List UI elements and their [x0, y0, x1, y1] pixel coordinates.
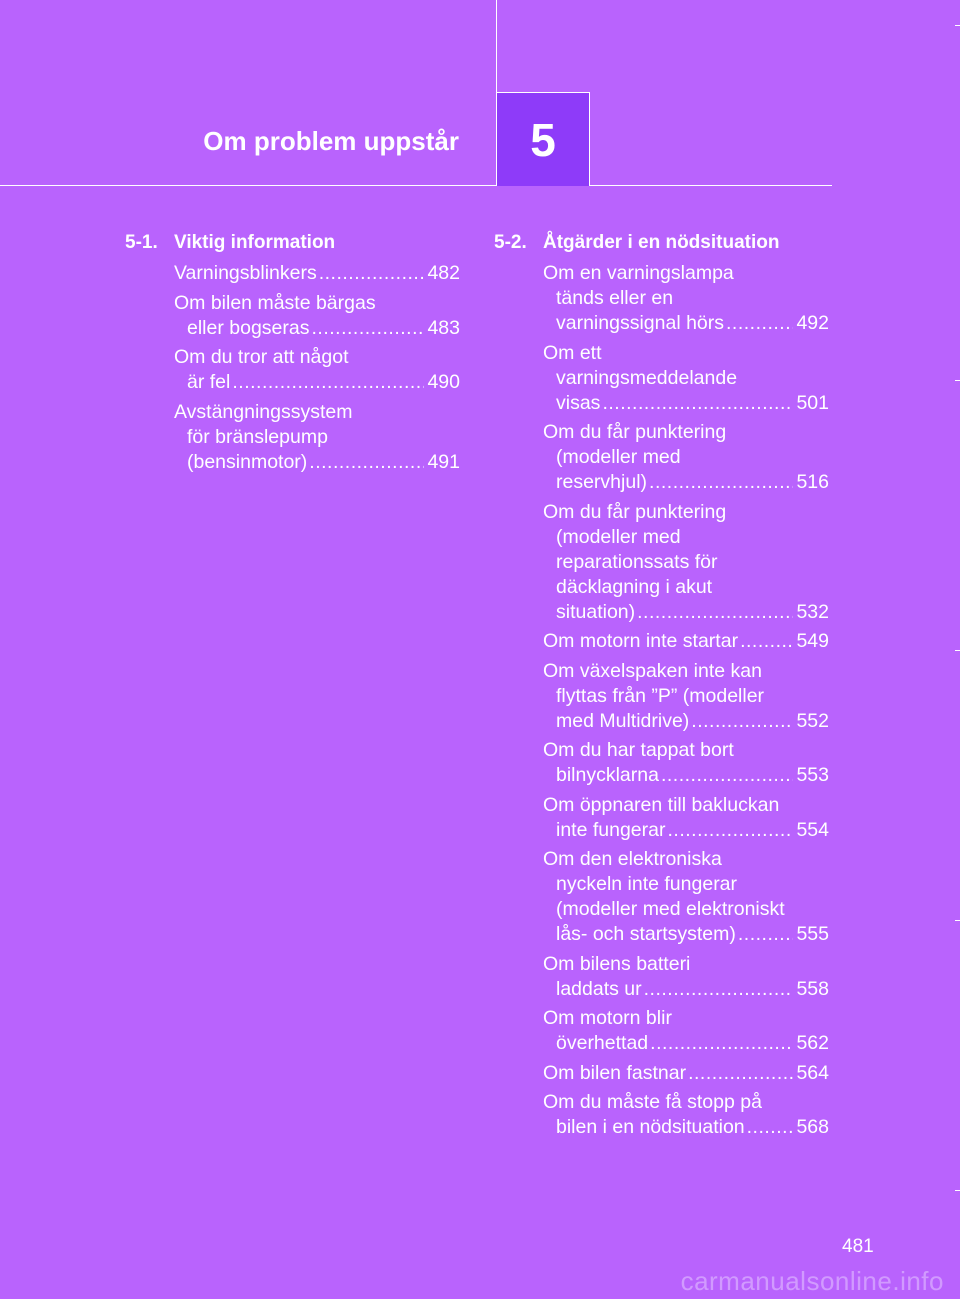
section-title: Åtgärder i en nödsituation [543, 232, 780, 253]
toc-page-number: 482 [427, 262, 460, 284]
dot-leader [319, 261, 425, 286]
crop-mark [955, 25, 960, 26]
toc-entry-text: Om du tror att något [174, 346, 349, 368]
toc-entry-text: eller bogseras [187, 316, 310, 339]
toc-entry-text: med Multidrive) [556, 709, 690, 732]
toc-page-number: 501 [796, 391, 829, 414]
section-number: 5-1. [125, 232, 158, 253]
dot-leader [311, 316, 424, 341]
toc-entry[interactable] [543, 261, 829, 336]
toc-entry-text: Om du får punktering [543, 500, 727, 523]
chapter-title: Om problem uppstår [203, 126, 459, 156]
section-heading [125, 230, 460, 255]
toc-entry[interactable] [543, 629, 829, 654]
toc-page-number: 554 [796, 818, 829, 841]
toc-entry-text: Om den elektroniska [543, 848, 722, 870]
dot-leader [747, 1115, 794, 1140]
toc-entry-text: reservhjul) [556, 471, 648, 493]
toc-entry[interactable] [543, 341, 829, 416]
toc-page-number: 490 [427, 371, 460, 393]
toc-entry-text: Om ett [543, 341, 602, 364]
toc-page-number: 568 [796, 1116, 829, 1138]
dot-leader [650, 1031, 793, 1056]
toc-page-number: 492 [796, 312, 829, 334]
toc-page-number: 552 [796, 709, 829, 732]
toc-entry-text: (modeller med [556, 446, 681, 468]
toc-entry[interactable] [174, 400, 460, 475]
toc-entry-text: Om du får punktering [543, 421, 727, 443]
toc-entry-text: däcklagning i akut [556, 575, 713, 598]
dot-leader [644, 977, 794, 1002]
dot-leader [649, 470, 793, 495]
toc-entry-text: inte fungerar [556, 818, 666, 841]
toc-entry-text: bilen i en nödsituation [556, 1116, 745, 1138]
header-horizontal-rule [0, 185, 832, 186]
crop-mark [955, 920, 960, 921]
toc-entry-text: visas [556, 391, 601, 414]
toc-entry-text: bilnycklarna [556, 764, 659, 786]
toc-entry-text: för bränslepump [187, 425, 328, 448]
toc-entry-text: Om växelspaken inte kan [543, 659, 762, 682]
toc-page-number: 549 [796, 630, 829, 652]
toc-entry-text: Om motorn blir [543, 1007, 672, 1029]
toc-entry-list [174, 261, 460, 475]
toc-page-number: 558 [796, 977, 829, 1000]
chapter-number: 5 [530, 113, 556, 166]
toc-entry-text: laddats ur [556, 977, 642, 1000]
toc-entry[interactable] [543, 793, 829, 843]
crop-mark [955, 650, 960, 651]
toc-entry-text: reparationssats för [556, 550, 718, 573]
dot-leader [232, 370, 424, 395]
dot-leader [661, 763, 793, 788]
toc-entry-text: Om en varningslampa [543, 262, 734, 284]
toc-entry-text: nyckeln inte fungerar [556, 873, 738, 895]
toc-page-number: 516 [796, 471, 829, 493]
toc-entry[interactable] [174, 291, 460, 341]
toc-entry[interactable] [543, 500, 829, 625]
toc-entry[interactable] [543, 952, 829, 1002]
toc-entry[interactable] [543, 420, 829, 495]
toc-entry-text: lås- och startsystem) [556, 923, 736, 945]
dot-leader [309, 450, 424, 475]
toc-page-number: 564 [796, 1061, 829, 1084]
section-heading [494, 230, 829, 255]
toc-page-number: 483 [427, 316, 460, 339]
dot-leader [637, 600, 793, 625]
watermark: carmanualsonline.info [680, 1266, 944, 1296]
toc-entry-text: varningssignal hörs [556, 312, 725, 334]
toc-page-number: 532 [796, 600, 829, 623]
dot-leader [740, 629, 793, 654]
toc-entry-text: (modeller med [556, 525, 681, 548]
toc-entry[interactable] [543, 1090, 829, 1140]
toc-entry-text: situation) [556, 600, 636, 623]
chapter-number-box [497, 92, 590, 186]
toc-entry-text: Om du har tappat bort [543, 739, 734, 761]
toc-entry-text: (modeller med elektroniskt [556, 898, 785, 920]
toc-page-number: 562 [796, 1032, 829, 1054]
toc-entry-text: tänds eller en [556, 287, 674, 309]
toc-entry-text: (bensinmotor) [187, 450, 308, 473]
toc-page-number: 491 [427, 450, 460, 473]
toc-entry-text: Om bilens batteri [543, 952, 691, 975]
toc-entry[interactable] [174, 345, 460, 395]
toc-entry[interactable] [174, 261, 460, 286]
dot-leader [726, 311, 793, 336]
dot-leader [691, 709, 793, 734]
toc-entry-text: Avstängningssystem [174, 400, 353, 423]
page-number: 481 [842, 1236, 874, 1257]
toc-section-5-2 [494, 230, 829, 1145]
toc-entry[interactable] [543, 1006, 829, 1056]
toc-entry[interactable] [543, 847, 829, 947]
toc-entry-text: överhettad [556, 1032, 649, 1054]
toc-entry[interactable] [543, 659, 829, 734]
toc-entry-text: är fel [187, 371, 231, 393]
toc-entry-text: Varningsblinkers [174, 262, 317, 284]
toc-entry-text: Om öppnaren till bakluckan [543, 793, 780, 816]
crop-mark [955, 380, 960, 381]
section-number: 5-2. [494, 232, 527, 253]
toc-entry-text: Om du måste få stopp på [543, 1091, 762, 1113]
section-title: Viktig information [174, 232, 336, 253]
dot-leader [688, 1061, 793, 1086]
crop-mark [955, 1190, 960, 1191]
toc-page-number: 555 [796, 923, 829, 945]
toc-page-number: 553 [796, 764, 829, 786]
toc-entry[interactable] [543, 1061, 829, 1086]
toc-entry-text: Om bilen fastnar [543, 1061, 687, 1084]
toc-entry-text: Om bilen måste bärgas [174, 291, 376, 314]
toc-entry[interactable] [543, 738, 829, 788]
dot-leader [738, 922, 794, 947]
dot-leader [668, 818, 794, 843]
toc-entry-text: flyttas från ”P” (modeller [556, 684, 765, 707]
toc-section-5-1 [125, 230, 460, 479]
toc-entry-text: Om motorn inte startar [543, 630, 739, 652]
toc-entry-text: varningsmeddelande [556, 366, 738, 389]
dot-leader [602, 391, 793, 416]
toc-entry-list [543, 261, 829, 1140]
